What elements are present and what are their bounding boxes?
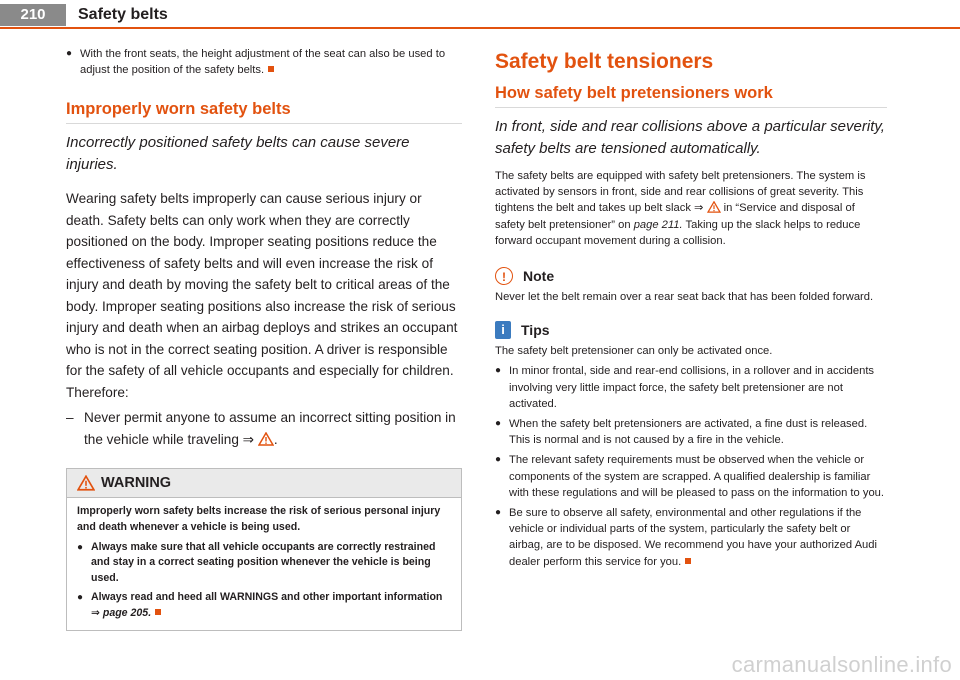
section-title-pretensioners: How safety belt pretensioners work xyxy=(495,84,887,108)
tips-bullet: ● Be sure to observe all safety, environmental and other regulations if the vehicle or individual parts of the system, particularly the safety belt or airbag, are to be disposed. We recommend you have your authorized Audi dealer perform this service for you. xyxy=(495,507,877,568)
right-column xyxy=(495,46,887,574)
header-rule xyxy=(0,27,960,29)
running-title: Safety belts xyxy=(78,6,168,23)
intro-bullet-text: With the front seats, the height adjustment of the seat can also be used to adjust the position of the safety belts. xyxy=(80,48,446,77)
tips-heading xyxy=(495,321,887,339)
left-column xyxy=(66,46,462,631)
end-mark-icon xyxy=(685,558,691,564)
page-ref-link[interactable]: page 205. xyxy=(102,606,152,619)
tips-bullet: ● The relevant safety requirements must be observed when the vehicle or components of the system are scrapped. A qualified dealership is familiar with these regulations and will be pleased to pass on the information to you. xyxy=(495,454,885,499)
warning-box xyxy=(66,468,462,630)
warning-title: WARNING xyxy=(101,475,172,492)
tips-bullet: ● In minor frontal, side and rear-end collisions, in a rollover and in accidents involving very little impact force, the safety belt pretensioner are not activated. xyxy=(495,365,875,410)
pretensioner-paragraph: The safety belts are equipped with safety belt pretensioners. The system is activated by sensors in front, side and rear collisions of great severity. This tightens the belt and takes up belt slack ⇒ in “Service and disposal of safety belt pretensioner” on page 211. Taking up the slack helps to reduce forward occupant movement during a collision. xyxy=(495,170,866,247)
warning-triangle-icon xyxy=(707,201,721,213)
note-title: Note xyxy=(523,268,555,285)
warning-bullet: ● Always make sure that all vehicle occupants are correctly restrained and stay in a correct seating position whenever the vehicle is being used. xyxy=(77,540,436,584)
info-icon: i xyxy=(495,321,511,339)
tips-title: Tips xyxy=(521,322,550,339)
warning-triangle-icon xyxy=(258,432,274,446)
bullet-dot-icon: ● xyxy=(66,48,73,59)
body-paragraph: Wearing safety belts improperly can cause serious injury or death. Safety belts can only work when they are correctly positioned on the body. Improper seating positions reduce the effectiveness of safety belts and will even increase the risk of injury and death by moving the safety belt to critical areas of the body. Improper seating positions also increase the risk of serious injury and death when an airbag deploys and strikes an occupant who is not in the correct seating position. A driver is responsible for the safety of all vehicle occupants and especially for children. Therefore: xyxy=(66,191,458,400)
page-ref-link[interactable]: page 211. xyxy=(633,218,683,231)
note-icon: ! xyxy=(495,267,513,285)
section-lead: In front, side and rear collisions above a particular severity, safety belts are tensioned automatically. xyxy=(495,118,885,157)
intro-bullet xyxy=(66,46,462,78)
end-mark-icon xyxy=(268,66,274,72)
dash-item-text: Never permit anyone to assume an incorrect sitting position in the vehicle while traveling ⇒ xyxy=(84,410,456,447)
tips-bullet: ● When the safety belt pretensioners are activated, a fine dust is released. This is normal and is not caused by a fire in the vehicle. xyxy=(495,418,868,447)
dash-list-item: – Never permit anyone to assume an incorrect sitting position in the vehicle while traveling ⇒ . xyxy=(66,410,456,447)
tips-intro: The safety belt pretensioner can only be activated once. xyxy=(495,345,773,358)
warning-body xyxy=(67,498,461,629)
warning-header xyxy=(67,469,461,498)
warning-triangle-icon xyxy=(77,475,95,491)
note-heading xyxy=(495,267,887,285)
section-lead: Incorrectly positioned safety belts can cause severe injuries. xyxy=(66,134,410,174)
warning-paragraph: Improperly worn safety belts increase the risk of serious personal injury and death whenever a vehicle is being used. xyxy=(77,505,441,533)
chapter-title: Safety belt tensioners xyxy=(495,50,714,73)
note-text: Never let the belt remain over a rear seat back that has been folded forward. xyxy=(495,291,874,304)
watermark: carmanualsonline.info xyxy=(731,652,952,677)
end-mark-icon xyxy=(155,609,161,615)
section-title-improper-belts: Improperly worn safety belts xyxy=(66,100,462,124)
page-number: 210 xyxy=(0,4,66,26)
warning-bullet: ● Always read and heed all WARNINGS and other important information ⇒ page 205. xyxy=(77,591,443,619)
